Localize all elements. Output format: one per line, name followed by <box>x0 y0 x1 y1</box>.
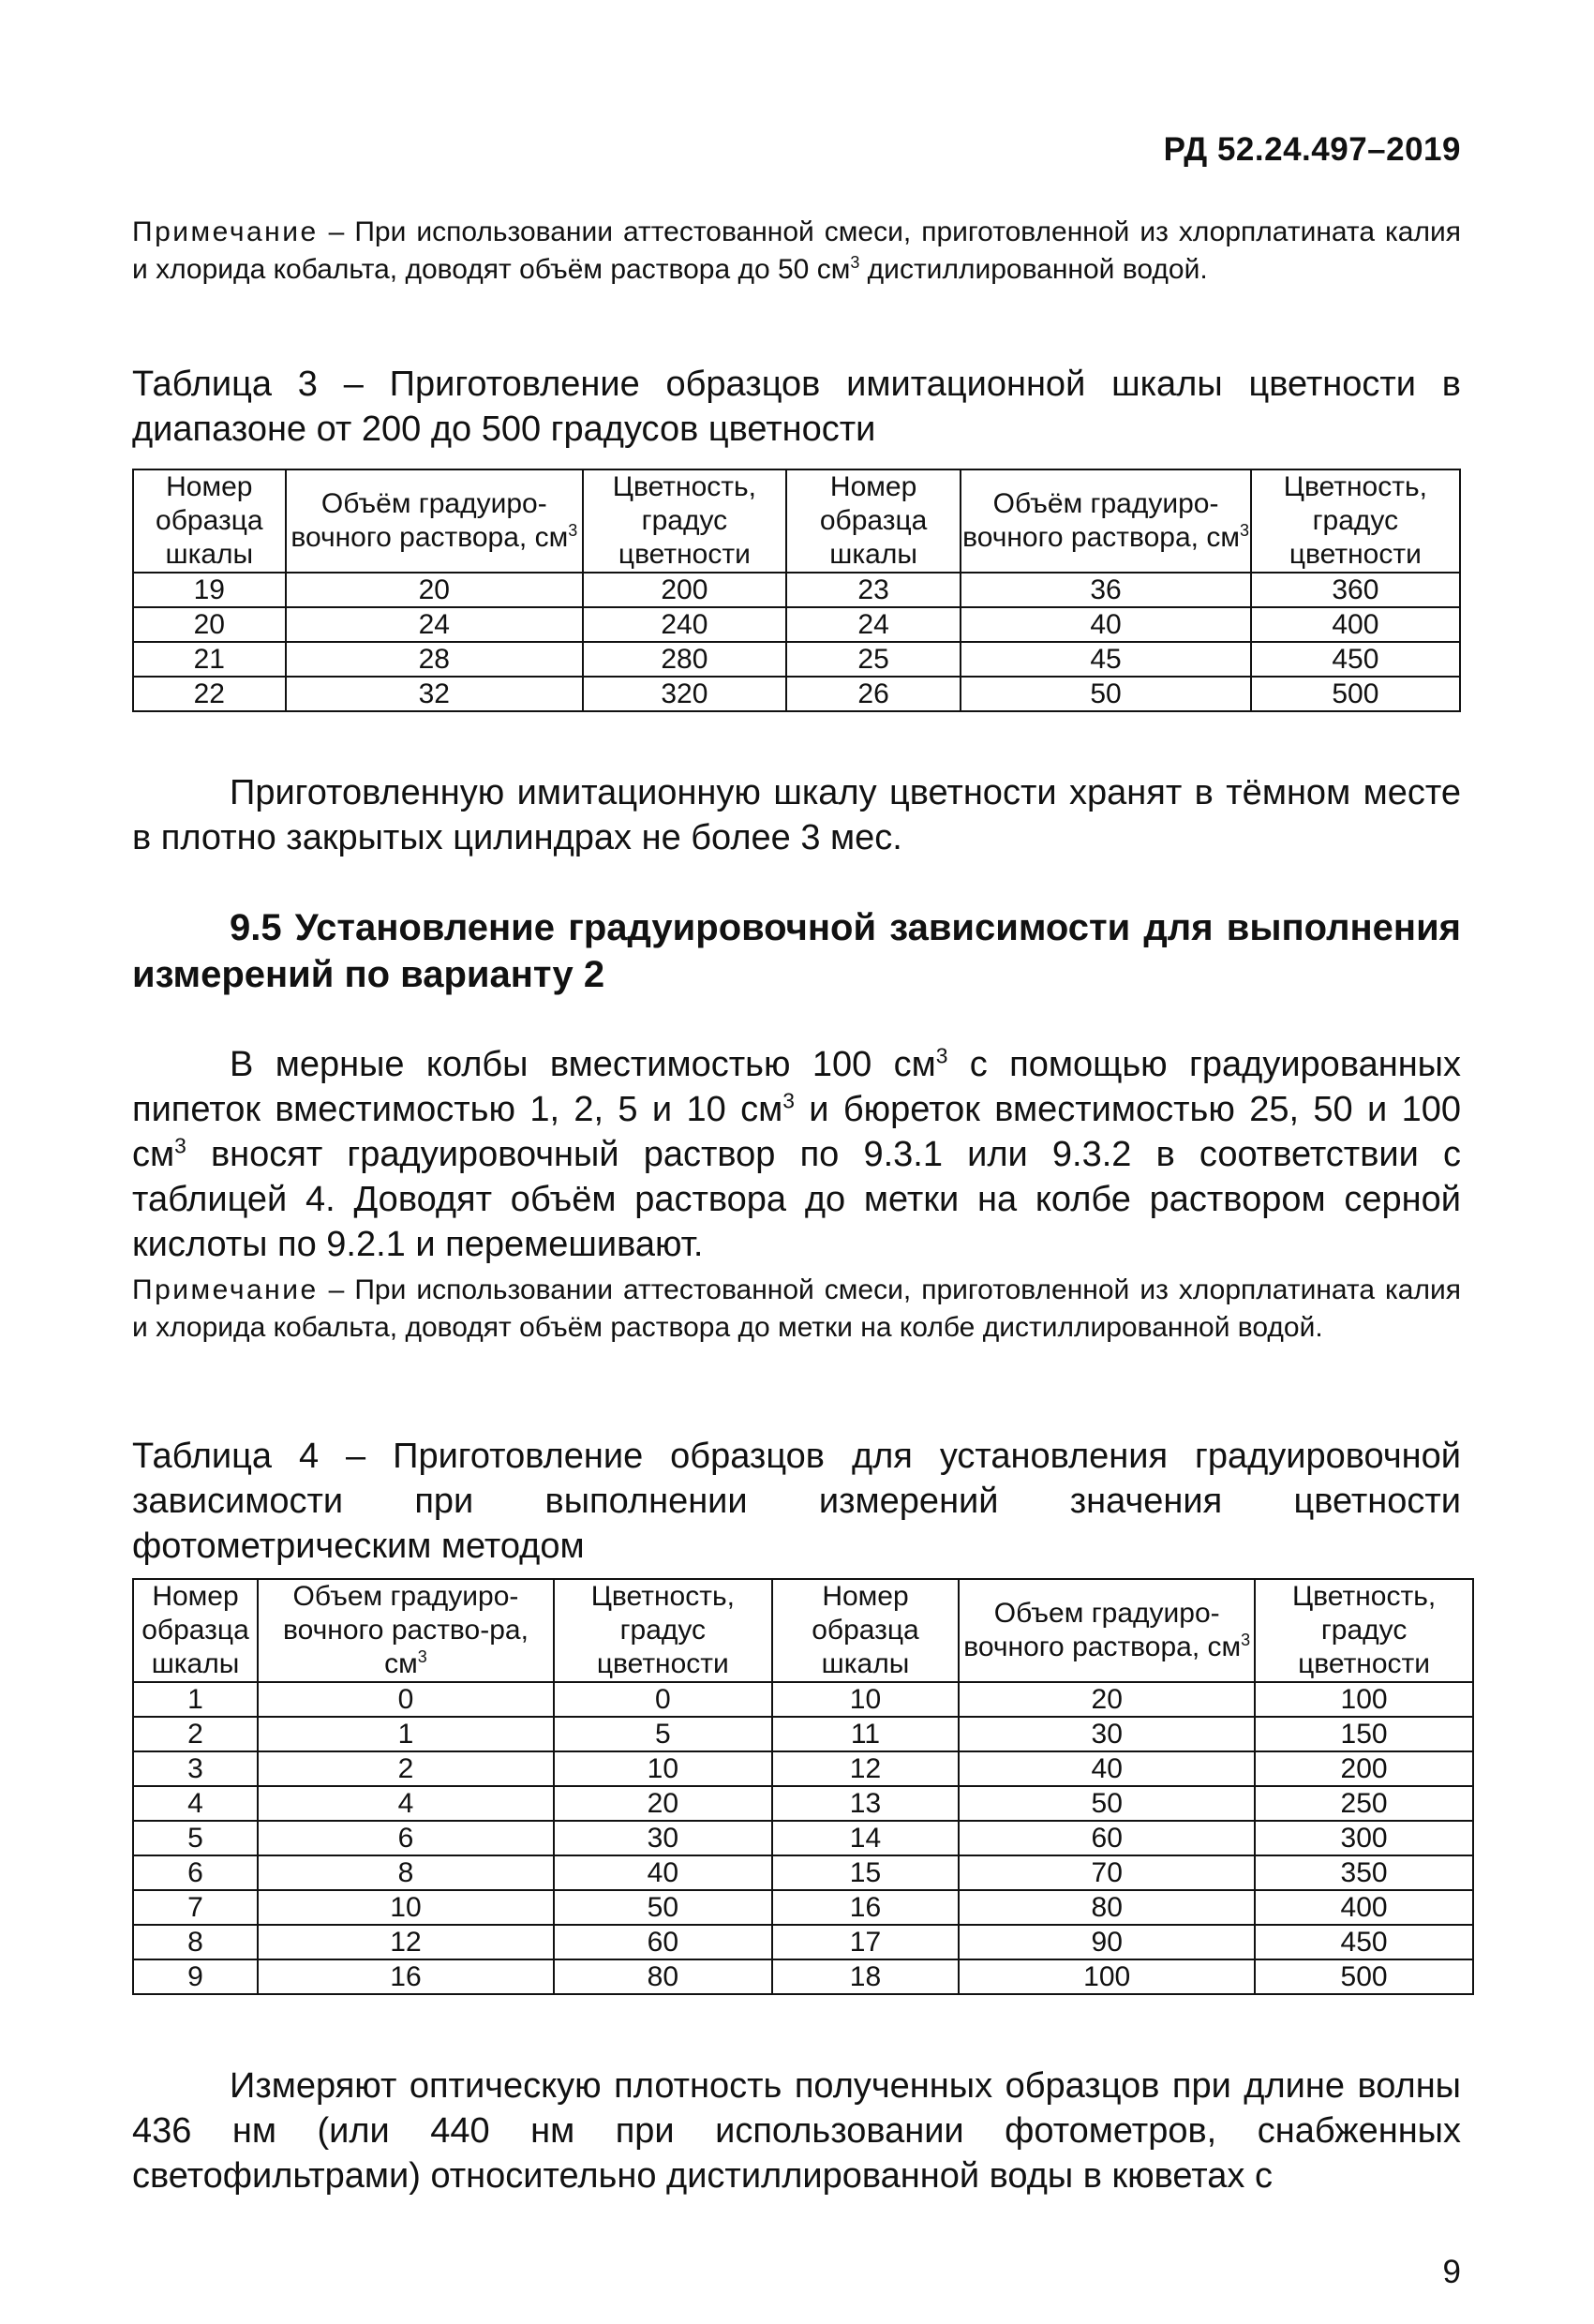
table-cell: 36 <box>961 573 1250 607</box>
table-header-row <box>133 469 1460 573</box>
table-cell: 20 <box>554 1786 772 1821</box>
table-cell: 6 <box>133 1855 258 1890</box>
table-header-cell: Объём градуиро-вочного раствора, $см^3$ <box>961 469 1250 573</box>
table-cell: 13 <box>772 1786 960 1821</box>
table-cell: 18 <box>772 1959 960 1994</box>
table-cell: 20 <box>286 573 583 607</box>
note-2 <box>132 1272 1461 1347</box>
table-cell: 32 <box>286 677 583 711</box>
table-cell: 10 <box>258 1890 554 1925</box>
table-3-caption: Таблица 3 – Приготовление образцов имитационной шкалы цветности в диапазоне от 200 до 500 градусов цветности <box>132 365 1461 449</box>
table-cell: 19 <box>133 573 286 607</box>
table-cell: 50 <box>554 1890 772 1925</box>
table-header-cell: Номер образца шкалы <box>133 1579 258 1682</box>
table-cell: 21 <box>133 642 286 677</box>
table-header-cell: Цветность, градус цветности <box>1251 469 1460 573</box>
table-cell: 1 <box>133 1682 258 1717</box>
table-cell: 150 <box>1255 1717 1473 1751</box>
table-cell: 9 <box>133 1959 258 1994</box>
table-row <box>133 642 1460 677</box>
table-cell: 20 <box>133 607 286 642</box>
table-header-cell: Номер образца шкалы <box>772 1579 960 1682</box>
table-cell: 0 <box>554 1682 772 1717</box>
table-header-cell: Номер образца шкалы <box>133 469 286 573</box>
table-cell: 3 <box>133 1751 258 1786</box>
table-cell: 360 <box>1251 573 1460 607</box>
paragraph-measurement: Измеряют оптическую плотность полученных образцов при длине волны 436 нм (или 440 нм при использовании фотометров, снабженных светофильтрами) относительно дистиллированной воды в кюветах с <box>132 2066 1461 2196</box>
table-cell: 90 <box>959 1925 1255 1959</box>
table-cell: 4 <box>133 1786 258 1821</box>
table-cell: 16 <box>258 1959 554 1994</box>
table-4-body <box>133 1579 1473 1994</box>
table-cell: 40 <box>961 607 1250 642</box>
table-cell: 500 <box>1251 677 1460 711</box>
table-cell: 20 <box>959 1682 1255 1717</box>
table-cell: 2 <box>133 1717 258 1751</box>
table-cell: 7 <box>133 1890 258 1925</box>
table-cell: 11 <box>772 1717 960 1751</box>
table-row <box>133 1959 1473 1994</box>
table-cell: 45 <box>961 642 1250 677</box>
table-cell: 500 <box>1255 1959 1473 1994</box>
table-cell: 80 <box>554 1959 772 1994</box>
table-cell: 2 <box>258 1751 554 1786</box>
table-cell: 40 <box>554 1855 772 1890</box>
table-header-cell: Цветность, градус цветности <box>583 469 786 573</box>
table-cell: 8 <box>258 1855 554 1890</box>
table-4-caption: Таблица 4 – Приготовление образцов для установления градуировочной зависимости при выполнении измерений значения цветности фотометрическим методом <box>132 1437 1461 1566</box>
table-cell: 40 <box>959 1751 1255 1786</box>
table-3 <box>132 469 1461 712</box>
table-cell: 50 <box>959 1786 1255 1821</box>
table-cell: 100 <box>959 1959 1255 1994</box>
table-cell: 14 <box>772 1821 960 1855</box>
section-heading-9-5: 9.5 Установление градуировочной зависимости для выполнения измерений по варианту 2 <box>132 907 1461 995</box>
table-cell: 12 <box>772 1751 960 1786</box>
table-cell: 280 <box>583 642 786 677</box>
table-row <box>133 1751 1473 1786</box>
table-header-cell: Объём градуиро-вочного раствора, $см^3$ <box>286 469 583 573</box>
table-row <box>133 573 1460 607</box>
table-cell: 16 <box>772 1890 960 1925</box>
table-cell: 30 <box>959 1717 1255 1751</box>
table-row <box>133 1682 1473 1717</box>
table-cell: 70 <box>959 1855 1255 1890</box>
table-header-cell: Цветность, градус цветности <box>1255 1579 1473 1682</box>
table-header-cell: Объем градуиро-вочного раствора, $см^3$ <box>959 1579 1255 1682</box>
table-cell: 100 <box>1255 1682 1473 1717</box>
table-cell: 22 <box>133 677 286 711</box>
table-cell: 50 <box>961 677 1250 711</box>
table-3-body <box>133 469 1460 711</box>
table-cell: 8 <box>133 1925 258 1959</box>
note-2-label: Примечание <box>132 1274 319 1305</box>
table-row <box>133 1855 1473 1890</box>
table-cell: 300 <box>1255 1821 1473 1855</box>
table-cell: 5 <box>554 1717 772 1751</box>
paragraph-procedure: В мерные колбы вместимостью 100 $см^3$ с помощью градуированных пипеток вместимостью 1, 2, 5 и 10 $см^3$ и бюреток вместимостью 25, 50 и 100 $см^3$ вносят градуировочный раствор по 9.3.1 или 9.3.2 в соответствии с таблицей 4. Доводят объём раствора до метки на колбе раствором серной кислоты по 9.2.1 и перемешивают. <box>132 1043 1462 1264</box>
table-row <box>133 677 1460 711</box>
document-code: РД 52.24.497–2019 <box>1163 131 1461 168</box>
table-cell: 200 <box>1255 1751 1473 1786</box>
note-2-text: – При использовании аттестованной смеси, приготовленной из хлорплатината калия и хлорида кобальта, доводят объём раствора до метки на колбе дистиллированной водой. <box>132 1274 1461 1343</box>
table-cell: 250 <box>1255 1786 1473 1821</box>
table-cell: 15 <box>772 1855 960 1890</box>
table-cell: 400 <box>1255 1890 1473 1925</box>
table-cell: 10 <box>772 1682 960 1717</box>
table-row <box>133 1890 1473 1925</box>
note-1-label: Примечание <box>132 216 319 247</box>
table-cell: 60 <box>959 1821 1255 1855</box>
table-row <box>133 607 1460 642</box>
table-cell: 320 <box>583 677 786 711</box>
table-header-cell: Объем градуиро-вочного раство-ра, $см^3$ <box>258 1579 554 1682</box>
table-cell: 200 <box>583 573 786 607</box>
table-cell: 4 <box>258 1786 554 1821</box>
table-cell: 80 <box>959 1890 1255 1925</box>
table-cell: 24 <box>286 607 583 642</box>
table-cell: 28 <box>286 642 583 677</box>
page-number: 9 <box>1442 2254 1461 2290</box>
table-cell: 5 <box>133 1821 258 1855</box>
table-header-row <box>133 1579 1473 1682</box>
table-cell: 1 <box>258 1717 554 1751</box>
table-cell: 10 <box>554 1751 772 1786</box>
table-cell: 350 <box>1255 1855 1473 1890</box>
table-row <box>133 1821 1473 1855</box>
note-1 <box>132 214 1461 289</box>
table-row <box>133 1786 1473 1821</box>
table-cell: 450 <box>1255 1925 1473 1959</box>
table-cell: 12 <box>258 1925 554 1959</box>
table-cell: 60 <box>554 1925 772 1959</box>
table-cell: 24 <box>786 607 961 642</box>
table-cell: 17 <box>772 1925 960 1959</box>
table-cell: 0 <box>258 1682 554 1717</box>
table-cell: 25 <box>786 642 961 677</box>
table-header-cell: Номер образца шкалы <box>786 469 961 573</box>
table-4 <box>132 1578 1474 1995</box>
paragraph-storage: Приготовленную имитационную шкалу цветности хранят в тёмном месте в плотно закрытых цилиндрах не более 3 мес. <box>132 773 1461 857</box>
note-1-text: – При использовании аттестованной смеси, приготовленной из хлорплатината калия и хлорида кобальта, доводят объём раствора до 50 $см^3$ дистиллированной водой. <box>132 216 1461 285</box>
table-cell: 450 <box>1251 642 1460 677</box>
table-header-cell: Цветность, градус цветности <box>554 1579 772 1682</box>
table-cell: 30 <box>554 1821 772 1855</box>
table-cell: 6 <box>258 1821 554 1855</box>
table-cell: 400 <box>1251 607 1460 642</box>
table-row <box>133 1717 1473 1751</box>
table-row <box>133 1925 1473 1959</box>
table-cell: 240 <box>583 607 786 642</box>
table-cell: 23 <box>786 573 961 607</box>
table-cell: 26 <box>786 677 961 711</box>
